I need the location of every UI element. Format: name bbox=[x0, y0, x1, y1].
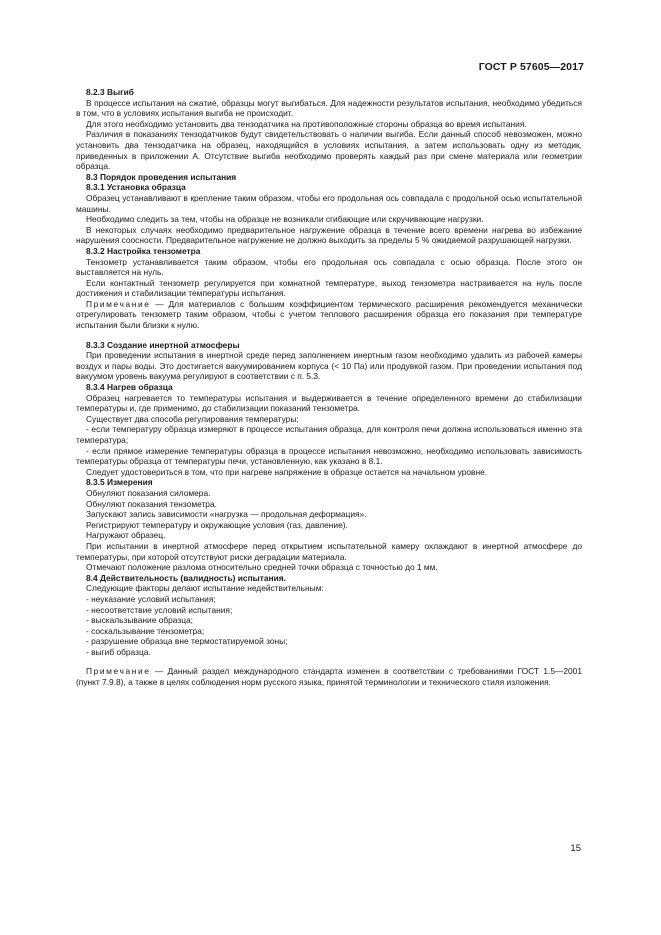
document-body bbox=[76, 87, 582, 688]
body-paragraph: Следует удостовериться в том, что при нагреве напряжение в образце остается на начальном уровне. bbox=[86, 466, 488, 477]
body-paragraph: Нагружают образец. bbox=[86, 530, 166, 541]
body-paragraph: Образец нагревается то температуры испытания и выдерживается в течение определенного времени до стабилизации температуры и, где применимо, до стабилизации показаний тензометра. bbox=[76, 392, 582, 414]
body-paragraph: Необходимо следить за тем, чтобы на образце не возникали сгибающие или скручивающие нагрузки. bbox=[86, 214, 484, 225]
section-heading: 8.2.3 Выгиб bbox=[86, 87, 134, 97]
body-paragraph: Обнуляют показания тензометра. bbox=[86, 498, 217, 509]
section-heading: 8.3.1 Установка образца bbox=[86, 182, 186, 193]
body-paragraph: - неуказание условий испытания; bbox=[86, 593, 216, 604]
body-paragraph: Существует два способа регулирования температуры: bbox=[86, 413, 299, 424]
body-paragraph: - выгиб образца. bbox=[86, 646, 151, 657]
body-paragraph: - выскальзывание образца; bbox=[86, 615, 193, 626]
body-paragraph: Если контактный тензометр регулируется при комнатной температуре, выход тензометра настраивается на нуль после достижения и стабилизации температуры испытания. bbox=[76, 277, 582, 299]
document-header: ГОСТ Р 57605—2017 bbox=[478, 61, 584, 73]
body-paragraph: При проведении испытания в инертной среде перед заполнением инертным газом необходимо удалить из рабочей камеры воздух и пары воды. Это достигается вакуумированием корпуса (< 10 Па) или продувкой газом. При проведении испытания под вакуумом уровень вакуума регулируют в соответствии с п. 5.3. bbox=[76, 350, 582, 382]
body-paragraph: В некоторых случаях необходимо предварительное нагружение образца в течение всего времени нагрева во избежание нарушения соосности. Предварительное нагружение не должно выходить за пределы 5 % ожидаемой разрушающей нагрузки. bbox=[76, 224, 582, 246]
body-paragraph: Следующие факторы делают испытание недействительным: bbox=[86, 583, 324, 594]
section-heading: 8.3.3 Создание инертной атмосферы bbox=[86, 339, 240, 350]
body-paragraph: Для этого необходимо установить два тензодатчика на противоположные стороны образца во время испытания. bbox=[86, 118, 527, 129]
body-paragraph: При испытании в инертной атмосфере перед открытием испытательной камеру охлаждают в инертной атмосфере до температуры, при которой отсутствуют риски деградации материала. bbox=[76, 540, 582, 562]
body-paragraph: Запускают запись зависимости «нагрузка — продольная деформация». bbox=[86, 509, 367, 520]
section-heading: 8.4 Действительность (валидность) испытания. bbox=[86, 572, 286, 583]
body-paragraph: В процессе испытания на сжатие, образцы могут выгибаться. Для надежности результатов испытания, необходимо убедиться в том, что в условиях испытания выгиба не происходит. bbox=[76, 97, 582, 119]
body-paragraph: Образец устанавливают в крепление таким образом, чтобы его продольная ось совпадала с продольной осью испытательной машины. bbox=[76, 192, 582, 214]
body-paragraph: Отмечают положение разлома относительно средней точки образца с точностью до 1 мм. bbox=[86, 562, 438, 573]
section-heading: 8.3.2 Настройка тензометра bbox=[86, 245, 201, 256]
section-heading: 8.3 Порядок проведения испытания bbox=[86, 171, 237, 182]
body-paragraph: Тензометр устанавливается таким образом, чтобы его продольная ось совпадала с осью образца. После этого он выставляется на нуль. bbox=[76, 256, 582, 278]
body-paragraph: Регистрируют температуру и окружающие условия (газ, давление). bbox=[86, 519, 348, 530]
body-paragraph: - если прямое измерение температуры образца в процессе испытания невозможно, необходимо использовать зависимость температуры образца от температуры печи, установленную, как указано в 8.1. bbox=[76, 445, 582, 467]
body-paragraph: - разрушение образца вне термостатируемой зоны; bbox=[86, 636, 288, 647]
body-paragraph: - если температуру образца измеряют в процессе испытания образца, для контроля печи должна использоваться именно эта температура; bbox=[76, 424, 582, 445]
body-paragraph: - несоответствие условий испытания; bbox=[86, 604, 233, 615]
body-paragraph: - соскальзывание тензометра; bbox=[86, 625, 205, 636]
section-heading: 8.3.5 Измерения bbox=[86, 477, 153, 488]
note-paragraph bbox=[76, 299, 582, 331]
section-heading: 8.3.4 Нагрев образца bbox=[86, 382, 173, 393]
note-text: — Для материалов с большим коэффициентом термического расширения рекомендуется механически отрегулировать тензометр таким образом, чтобы с учетом теплового расширения образца его показания при температуре испытания были близки к нулю. bbox=[76, 298, 582, 331]
body-paragraph: Обнуляют показания силомера. bbox=[86, 487, 211, 498]
note-text: — Данный раздел международного стандарта изменен в соответствии с требованиями ГОСТ 1.5—2001 (пункт 7.9.8), а также в целях соблюдения норм русского языка, принятой терминологии и технического стиля изложения. bbox=[76, 666, 582, 688]
note-paragraph bbox=[76, 666, 582, 687]
page-number: 15 bbox=[570, 843, 581, 854]
note-label: Примечание bbox=[86, 298, 151, 309]
body-paragraph: Различия в показаниях тензодатчиков будут свидетельствовать о наличии выгиба. Если данный способ невозможен, можно установить два тензодатчика на образец, находящийся в условиях испытания, а затем использовать одну из методик, приведенных в приложении А. Отсутствие выгиба необходимо проверять каждый раз при смене материала или геометрии образца. bbox=[76, 129, 582, 172]
note-label: Примечание bbox=[86, 666, 151, 677]
